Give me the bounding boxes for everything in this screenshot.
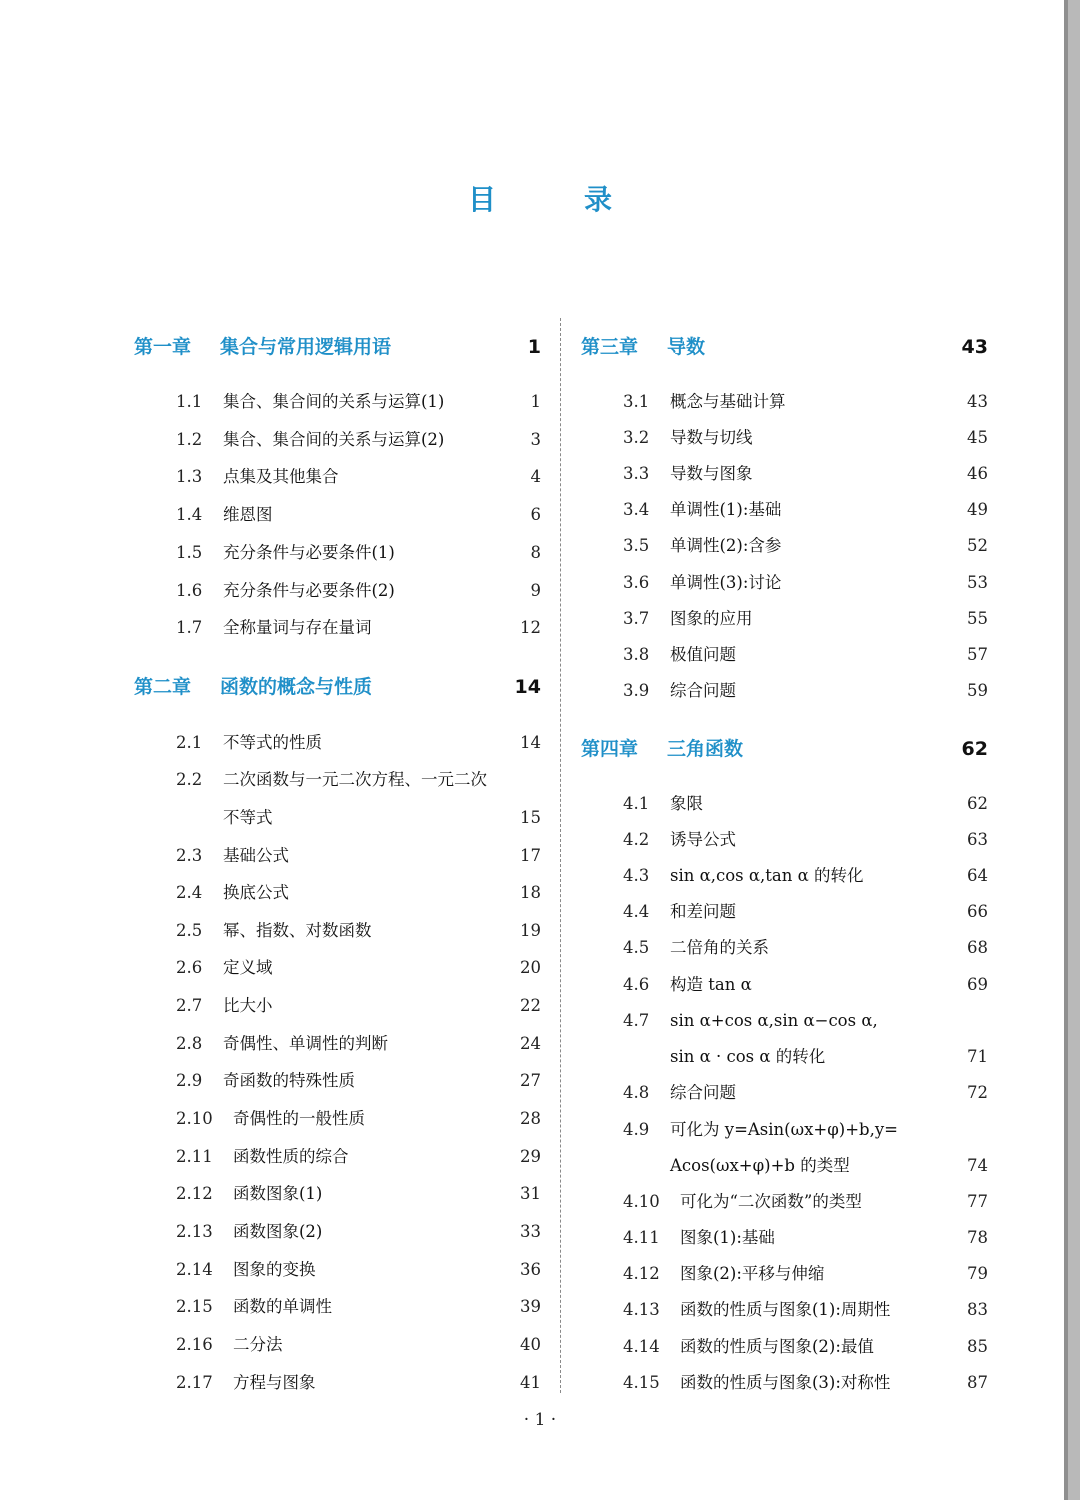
section-number: 4.5 [623,938,650,957]
section-number: 4.14 [623,1337,660,1356]
section-page: 24 [520,1034,541,1053]
section-title: 象限 [670,794,703,813]
section-page: 1 [530,392,541,411]
section-page: 39 [520,1297,541,1316]
section-title: 换底公式 [223,883,289,902]
section-page: 41 [520,1373,541,1392]
chapter-heading-1[interactable] [134,331,541,363]
section-number: 4.15 [623,1373,660,1392]
section-title: 单调性(3):讨论 [670,573,782,592]
section-number: 3.4 [623,500,650,519]
toc-entry-4-3[interactable] [623,862,988,890]
section-title: 和差问题 [670,902,736,921]
toc-entry-2-16[interactable] [176,1331,541,1359]
toc-entry-2-1[interactable] [176,729,541,757]
section-page: 28 [520,1109,541,1128]
section-title: 不等式的性质 [223,733,322,752]
section-title: 概念与基础计算 [670,392,786,411]
section-number: 2.17 [176,1373,213,1392]
toc-entry-4-4[interactable] [623,898,988,926]
section-number: 3.8 [623,645,650,664]
section-number: 3.5 [623,536,650,555]
section-title: 集合、集合间的关系与运算(2) [223,430,445,449]
section-title: 维恩图 [223,505,273,524]
toc-entry-2-2-continuation[interactable] [176,804,541,832]
section-title: 可化为 y=Asin(ωx+φ)+b,y= [670,1120,898,1139]
section-title: 方程与图象 [233,1373,316,1392]
section-page: 59 [967,681,988,700]
chapter-name: 导数 [667,336,706,358]
section-number: 4.1 [623,794,650,813]
section-page: 77 [967,1192,988,1211]
section-title: 函数的性质与图象(2):最值 [680,1337,874,1356]
section-page: 27 [520,1071,541,1090]
section-page: 74 [967,1156,988,1175]
section-number: 2.13 [176,1222,213,1241]
section-title: 单调性(1):基础 [670,500,782,519]
toc-entry-3-2[interactable] [623,424,988,452]
section-number: 2.5 [176,921,203,940]
toc-entry-2-17[interactable] [176,1369,541,1397]
section-title: 极值问题 [670,645,736,664]
section-title: 构造 tan α [670,975,752,994]
toc-entry-2-4[interactable] [176,879,541,907]
toc-entry-2-3[interactable] [176,842,541,870]
section-page: 71 [967,1047,988,1066]
section-page: 49 [967,500,988,519]
section-title: 定义域 [223,958,273,977]
toc-entry-2-10[interactable] [176,1105,541,1133]
section-title: 函数性质的综合 [233,1147,349,1166]
section-number: 2.2 [176,770,203,789]
section-title: 幂、指数、对数函数 [223,921,372,940]
section-number: 1.7 [176,618,203,637]
section-number: 2.9 [176,1071,203,1090]
section-number: 3.3 [623,464,650,483]
section-page: 62 [967,794,988,813]
section-number: 3.9 [623,681,650,700]
section-page: 29 [520,1147,541,1166]
section-page: 83 [967,1300,988,1319]
section-number: 1.1 [176,392,203,411]
toc-entry-4-12[interactable] [623,1260,988,1288]
section-number: 4.11 [623,1228,660,1247]
toc-entry-4-14[interactable] [623,1333,988,1361]
section-number: 2.11 [176,1147,213,1166]
toc-entry-4-11[interactable] [623,1224,988,1252]
section-number: 2.8 [176,1034,203,1053]
section-number: 4.4 [623,902,650,921]
toc-entry-2-8[interactable] [176,1030,541,1058]
section-page: 8 [530,543,541,562]
section-page: 52 [967,536,988,555]
section-number: 4.10 [623,1192,660,1211]
toc-entry-1-3[interactable] [176,463,541,491]
toc-entry-2-7[interactable] [176,992,541,1020]
toc-entry-4-6[interactable] [623,971,988,999]
section-page: 12 [520,618,541,637]
toc-entry-3-7[interactable] [623,605,988,633]
chapter-page: 43 [961,336,988,358]
chapter-name: 集合与常用逻辑用语 [220,336,392,358]
section-title: 可化为“二次函数”的类型 [680,1192,862,1211]
section-page: 18 [520,883,541,902]
chapter-heading-3[interactable] [581,331,988,363]
section-number: 2.12 [176,1184,213,1203]
toc-entry-1-1[interactable] [176,388,541,416]
toc-entry-4-13[interactable] [623,1296,988,1324]
section-number: 2.16 [176,1335,213,1354]
section-title-continued: 不等式 [223,808,273,827]
section-page: 87 [967,1373,988,1392]
toc-entry-1-6[interactable] [176,577,541,605]
toc-entry-2-12[interactable] [176,1180,541,1208]
section-page: 72 [967,1083,988,1102]
page-title: 目 录 [467,183,642,216]
section-number: 4.7 [623,1011,650,1030]
chapter-number: 第二章 [134,676,192,698]
toc-entry-3-4[interactable] [623,496,988,524]
section-title: 二分法 [233,1335,283,1354]
section-number: 4.13 [623,1300,660,1319]
section-title: 函数图象(2) [233,1222,323,1241]
section-number: 2.4 [176,883,203,902]
section-title: 二倍角的关系 [670,938,769,957]
chapter-number: 第三章 [581,336,639,358]
section-title-continued: sin α · cos α 的转化 [670,1047,826,1066]
toc-entry-3-1[interactable] [623,388,988,416]
section-title: 奇偶性、单调性的判断 [223,1034,388,1053]
toc-entry-3-9[interactable] [623,677,988,705]
toc-entry-2-14[interactable] [176,1256,541,1284]
section-title: 充分条件与必要条件(1) [223,543,395,562]
page-number: · 1 · [523,1410,557,1430]
chapter-name: 函数的概念与性质 [220,676,373,698]
toc-entry-2-15[interactable] [176,1293,541,1321]
chapter-name: 三角函数 [667,738,744,760]
toc-entry-3-3[interactable] [623,460,988,488]
section-page: 53 [967,573,988,592]
section-page: 43 [967,392,988,411]
toc-entry-2-2[interactable] [176,766,541,794]
section-page: 69 [967,975,988,994]
section-number: 4.3 [623,866,650,885]
section-title: 函数的性质与图象(3):对称性 [680,1373,891,1392]
section-title: 二次函数与一元二次方程、一元二次 [223,770,487,789]
section-title: 诱导公式 [670,830,736,849]
section-page: 68 [967,938,988,957]
toc-entry-2-13[interactable] [176,1218,541,1246]
section-page: 14 [520,733,541,752]
toc-entry-2-6[interactable] [176,954,541,982]
toc-entry-4-7-continuation[interactable] [623,1043,988,1071]
section-number: 1.3 [176,467,203,486]
section-title: 图象(2):平移与伸缩 [680,1264,825,1283]
section-title: 综合问题 [670,681,736,700]
toc-entry-3-8[interactable] [623,641,988,669]
section-number: 1.6 [176,581,203,600]
section-page: 55 [967,609,988,628]
section-number: 2.7 [176,996,203,1015]
section-title: 函数的性质与图象(1):周期性 [680,1300,891,1319]
section-number: 3.1 [623,392,650,411]
toc-entry-4-7[interactable] [623,1007,988,1035]
toc-entry-4-5[interactable] [623,934,988,962]
section-page: 63 [967,830,988,849]
toc-entry-2-11[interactable] [176,1143,541,1171]
section-page: 36 [520,1260,541,1279]
toc-entry-4-1[interactable] [623,790,988,818]
section-page: 19 [520,921,541,940]
chapter-page: 14 [514,676,541,698]
section-title: 奇函数的特殊性质 [223,1071,355,1090]
toc-entry-4-15[interactable] [623,1369,988,1397]
section-title-continued: Acos(ωx+φ)+b 的类型 [670,1156,850,1175]
chapter-number: 第一章 [134,336,192,358]
section-number: 4.6 [623,975,650,994]
section-title: 点集及其他集合 [223,467,339,486]
toc-entry-1-4[interactable] [176,501,541,529]
section-number: 4.12 [623,1264,660,1283]
section-page: 78 [967,1228,988,1247]
section-page: 4 [530,467,541,486]
section-title: 导数与切线 [670,428,753,447]
section-number: 2.3 [176,846,203,865]
section-number: 2.1 [176,733,203,752]
section-number: 1.5 [176,543,203,562]
toc-entry-3-5[interactable] [623,532,988,560]
section-title: 集合、集合间的关系与运算(1) [223,392,445,411]
column-divider [560,318,561,1393]
section-page: 66 [967,902,988,921]
section-number: 3.7 [623,609,650,628]
section-title: 充分条件与必要条件(2) [223,581,395,600]
page-edge [1064,0,1080,1500]
section-page: 15 [520,808,541,827]
toc-entry-2-9[interactable] [176,1067,541,1095]
section-number: 4.2 [623,830,650,849]
section-page: 31 [520,1184,541,1203]
section-title: 图象的变换 [233,1260,316,1279]
section-number: 3.2 [623,428,650,447]
section-title: sin α+cos α,sin α−cos α, [670,1011,878,1030]
section-title: 图象(1):基础 [680,1228,775,1247]
section-page: 20 [520,958,541,977]
chapter-number: 第四章 [581,738,639,760]
section-page: 9 [530,581,541,600]
section-title: 函数图象(1) [233,1184,323,1203]
section-number: 3.6 [623,573,650,592]
toc-entry-4-9[interactable] [623,1116,988,1144]
section-page: 17 [520,846,541,865]
section-page: 46 [967,464,988,483]
section-title: 基础公式 [223,846,289,865]
toc-entry-4-2[interactable] [623,826,988,854]
section-page: 64 [967,866,988,885]
toc-entry-2-5[interactable] [176,917,541,945]
section-title: 导数与图象 [670,464,753,483]
section-page: 22 [520,996,541,1015]
toc-entry-1-5[interactable] [176,539,541,567]
chapter-heading-2[interactable] [134,671,541,703]
section-page: 33 [520,1222,541,1241]
section-page: 79 [967,1264,988,1283]
section-number: 1.4 [176,505,203,524]
section-number: 2.6 [176,958,203,977]
toc-entry-1-2[interactable] [176,426,541,454]
section-page: 3 [530,430,541,449]
section-number: 2.10 [176,1109,213,1128]
section-title: 比大小 [223,996,273,1015]
section-number: 1.2 [176,430,203,449]
section-number: 4.9 [623,1120,650,1139]
section-title: 奇偶性的一般性质 [233,1109,365,1128]
toc-entry-4-8[interactable] [623,1079,988,1107]
section-title: 综合问题 [670,1083,736,1102]
section-page: 40 [520,1335,541,1354]
section-page: 45 [967,428,988,447]
section-page: 57 [967,645,988,664]
section-title: 函数的单调性 [233,1297,332,1316]
section-number: 4.8 [623,1083,650,1102]
section-page: 6 [530,505,541,524]
chapter-page: 62 [961,738,988,760]
section-page: 85 [967,1337,988,1356]
section-title: 单调性(2):含参 [670,536,782,555]
chapter-heading-4[interactable] [581,733,988,765]
section-number: 2.14 [176,1260,213,1279]
section-title: 图象的应用 [670,609,753,628]
section-number: 2.15 [176,1297,213,1316]
toc-entry-1-7[interactable] [176,614,541,642]
chapter-page: 1 [527,336,541,358]
toc-entry-4-9-continuation[interactable] [623,1152,988,1180]
toc-entry-4-10[interactable] [623,1188,988,1216]
section-title: sin α,cos α,tan α 的转化 [670,866,864,885]
section-title: 全称量词与存在量词 [223,618,372,637]
toc-entry-3-6[interactable] [623,569,988,597]
